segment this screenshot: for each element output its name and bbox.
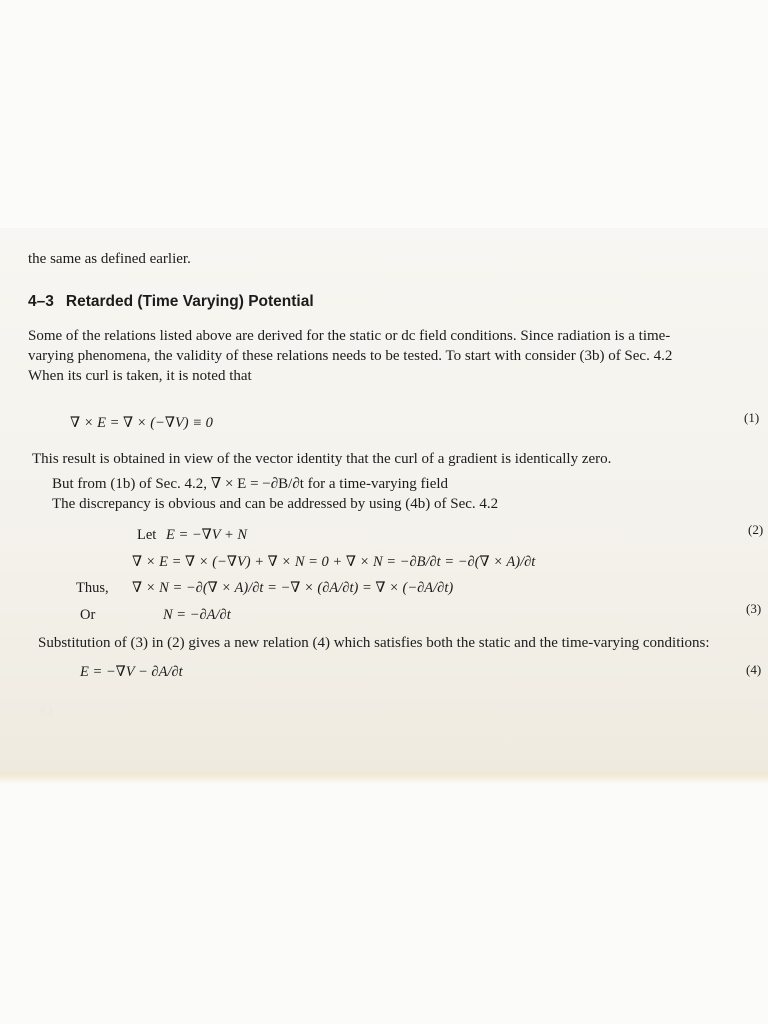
section-heading [28,293,314,311]
faint-page-number: 63 [40,704,54,718]
substitution-text: Substitution of (3) in (2) gives a new relation (4) which satisfies both the static and the time-varying conditions: [38,635,710,651]
section-title: Retarded (Time Varying) Potential [65,293,314,310]
equation-1: ∇ × E = ∇ × (−∇V) ≡ 0 [70,415,213,431]
discrepancy-text: The discrepancy is obvious and can be addressed by using (4b) of Sec. 4.2 [52,496,499,512]
equation-4-number: (4) [746,662,762,677]
equation-4: E = −∇V − ∂A/∂t [80,664,183,680]
equation-thus: ∇ × N = −∂(∇ × A)/∂t = −∇ × (∂A/∂t) = ∇ × (−∂A/∂t) [132,580,454,596]
section-number: 4–3 [28,293,54,310]
equation-3-number: (3) [746,601,762,616]
thus-label: Thus, [76,580,109,596]
paragraph1-line1: Some of the relations listed above are derived for the static or dc field conditions. Since radiation is a time- [28,328,671,344]
paragraph1-line3: When its curl is taken, it is noted that [28,368,252,384]
equation-2: E = −∇V + N [166,527,248,543]
equation-1-number: (1) [744,410,760,425]
or-label: Or [80,607,96,623]
intro-line: the same as defined earlier. [28,251,191,267]
page-bottom-edge [0,772,768,784]
equation-3: N = −∂A/∂t [163,607,231,623]
result-text: This result is obtained in view of the vector identity that the curl of a gradient is identically zero. [32,451,612,467]
but-text: But from (1b) of Sec. 4.2, ∇ × E = −∂B/∂t for a time-varying field [52,476,449,492]
let-label: Let [137,527,157,543]
paragraph1-line2: varying phenomena, the validity of these relations needs to be tested. To start with consider (3b) of Sec. 4.2 [28,348,673,364]
equation-2b: ∇ × E = ∇ × (−∇V) + ∇ × N = 0 + ∇ × N = −∂B/∂t = −∂(∇ × A)/∂t [132,554,536,570]
equation-2-number: (2) [748,522,764,537]
